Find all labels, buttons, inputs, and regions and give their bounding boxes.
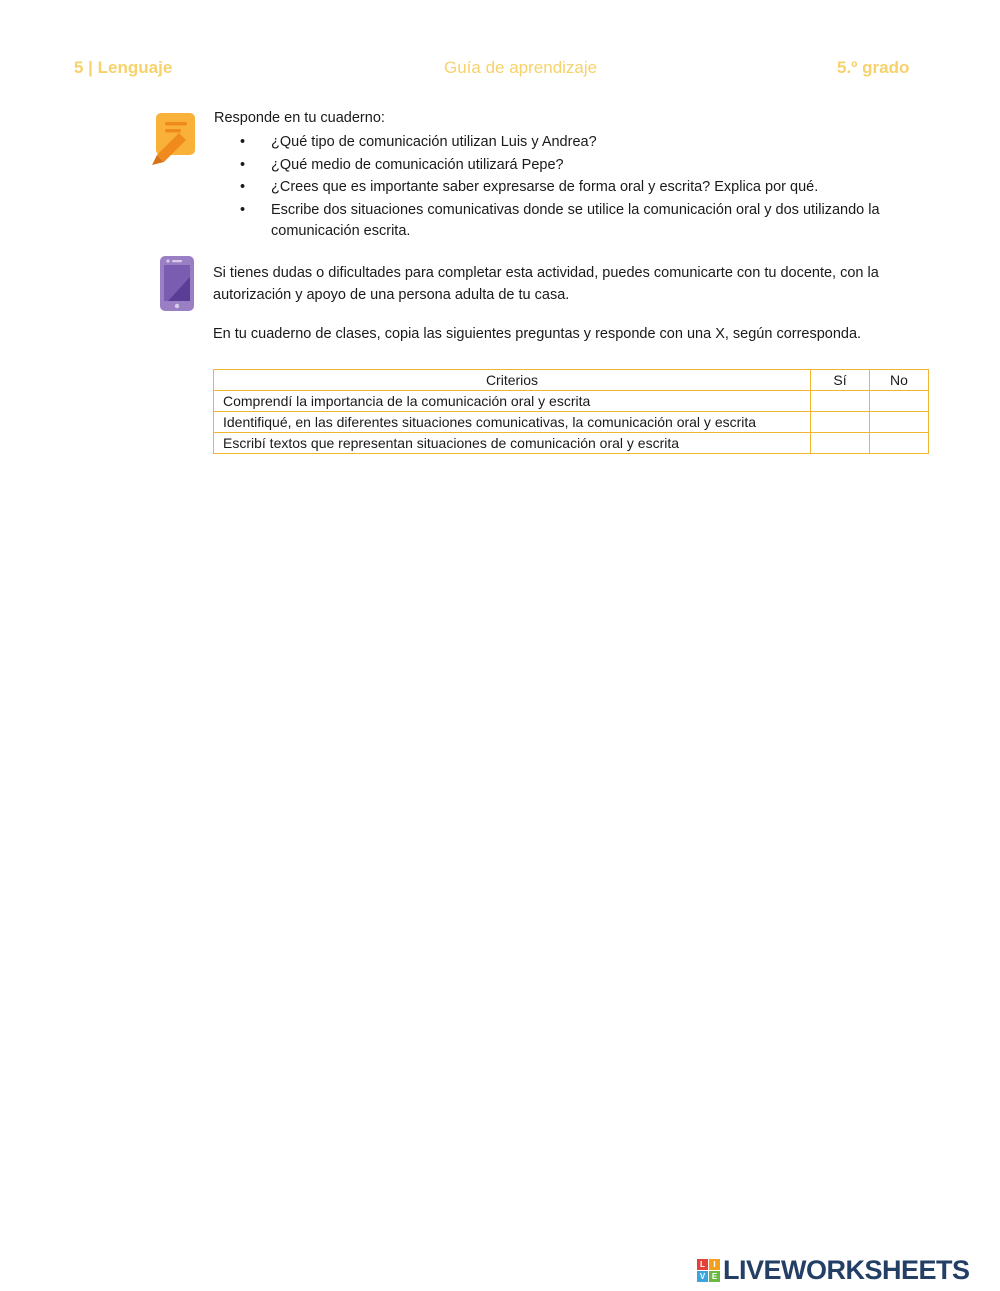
self-evaluation-instruction: En tu cuaderno de clases, copia las siguientes preguntas y responde con una X, según corresponda. [213,326,862,342]
no-answer-cell[interactable] [870,433,929,454]
table-row [214,433,929,454]
criterion-text: Identifiqué, en las diferentes situaciones comunicativas, la comunicación oral y escrita [214,412,811,433]
bullet: • [240,201,246,218]
logo-blocks-icon [697,1259,720,1282]
mobile-phone-icon [159,255,195,312]
no-answer-cell[interactable] [870,391,929,412]
activity-title: Responde en tu cuaderno: [214,110,385,126]
no-answer-cell[interactable] [870,412,929,433]
criterion-text: Comprendí la importancia de la comunicación oral y escrita [214,391,811,412]
question-text: ¿Qué tipo de comunicación utilizan Luis y Andrea? [271,134,597,150]
column-header-yes: Sí [811,370,870,391]
liveworksheets-logo [697,1255,970,1285]
self-evaluation-table [213,369,929,454]
header-subject: 5 | Lenguaje [74,58,173,77]
bullet: • [240,134,246,150]
table-header-row [214,370,929,391]
question-item [240,155,940,177]
question-text: Escribe dos situaciones comunicativas donde se utilice la comunicación oral y dos utilizando la comunicación escrita. [271,201,880,239]
logo-block: I [709,1259,720,1270]
yes-answer-cell[interactable] [811,433,870,454]
question-item [240,177,940,199]
question-item [240,200,940,243]
column-header-no: No [870,370,929,391]
criterion-text: Escribí textos que representan situaciones de comunicación oral y escrita [214,433,811,454]
bullet: • [240,156,246,173]
question-text: ¿Qué medio de comunicación utilizará Pepe? [271,156,564,173]
logo-text: LIVEWORKSHEETS [723,1254,970,1285]
bullet: • [240,179,246,195]
logo-block: E [709,1271,720,1282]
question-list [240,132,940,244]
yes-answer-cell[interactable] [811,391,870,412]
column-header-criteria: Criterios [214,370,811,391]
question-text: ¿Crees que es importante saber expresarse de forma oral y escrita? Explica por qué. [271,179,819,195]
header-guide-title: Guía de aprendizaje [444,58,598,77]
yes-answer-cell[interactable] [811,412,870,433]
help-text: Si tienes dudas o dificultades para completar esta actividad, puedes comunicarte con tu docente, con la autorización y apoyo de una persona adulta de tu casa. [213,265,879,303]
table-row [214,391,929,412]
table-row [214,412,929,433]
header-grade: 5.º grado [837,58,910,77]
logo-block: V [697,1271,708,1282]
question-item [240,132,940,154]
logo-block: L [697,1259,708,1270]
notebook-pencil-icon [150,111,198,167]
